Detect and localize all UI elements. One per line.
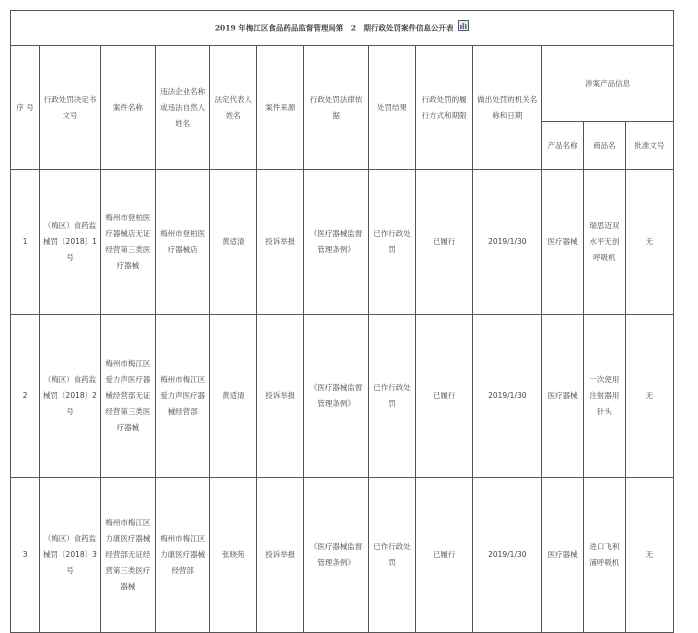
row-result: 已作行政处罚: [368, 478, 415, 633]
row-party: 梅州市梅江区爱力声医疗器械经营部: [156, 315, 210, 478]
row-approval-no: 无: [625, 315, 673, 478]
document-chart-icon: [458, 20, 469, 37]
header-authority-date: 做出处罚的机关名称和日期: [473, 46, 542, 170]
row-trade-name: 进口飞利浦呼吸机: [584, 478, 626, 633]
row-source: 投诉举报: [257, 315, 304, 478]
row-date: 2019/1/30: [473, 478, 542, 633]
page-title: 2019 年梅江区食品药品监督管理局第 2 期行政处罚案件信息公开表: [214, 23, 454, 32]
row-legal-rep: 黄适清: [210, 315, 257, 478]
header-product-group: 涉案产品信息: [542, 46, 674, 122]
header-basis: 行政处罚法律依据: [304, 46, 369, 170]
row-source: 投诉举报: [257, 478, 304, 633]
header-result: 处罚结果: [368, 46, 415, 170]
row-trade-name: 一次使用注射器用针头: [584, 315, 626, 478]
row-product-name: 医疗器械: [542, 170, 584, 315]
row-case-name: 梅州市梅江区爱力声医疗器械经营部无证经营第三类医疗器械: [100, 315, 155, 478]
row-basis: 《医疗器械监督管理条例》: [304, 478, 369, 633]
row-basis: 《医疗器械监督管理条例》: [304, 315, 369, 478]
row-date: 2019/1/30: [473, 315, 542, 478]
row-party: 梅州市梅江区力康医疗器械经营部: [156, 478, 210, 633]
row-approval-no: 无: [625, 170, 673, 315]
row-legal-rep: 张晓苑: [210, 478, 257, 633]
header-trade-name: 商品名: [584, 122, 626, 170]
table-row: [11, 170, 674, 315]
row-result: 已作行政处罚: [368, 170, 415, 315]
table-title-cell: [11, 11, 674, 46]
header-source: 案件来源: [257, 46, 304, 170]
header-doc-no: 行政处罚决定书文号: [40, 46, 101, 170]
row-product-name: 医疗器械: [542, 315, 584, 478]
row-seq: 2: [11, 315, 40, 478]
row-trade-name: 瑞思迈双水平无创呼吸机: [584, 170, 626, 315]
row-doc-no: （梅区）食药监 械罚〔2018〕2号: [40, 315, 101, 478]
row-case-name: 梅州市梅江区力康医疗器械经营部无证经营第三类医疗器械: [100, 478, 155, 633]
header-product-name: 产品名称: [542, 122, 584, 170]
penalty-disclosure-table: [10, 10, 674, 633]
disclosure-table-wrapper: [10, 10, 674, 633]
row-approval-no: 无: [625, 478, 673, 633]
row-basis: 《医疗器械监督管理条例》: [304, 170, 369, 315]
header-execution: 行政处罚的履行方式和期限: [415, 46, 472, 170]
row-execution: 已履行: [415, 315, 472, 478]
row-execution: 已履行: [415, 170, 472, 315]
row-party: 梅州市登柏医疗器械店: [156, 170, 210, 315]
row-result: 已作行政处罚: [368, 315, 415, 478]
row-execution: 已履行: [415, 478, 472, 633]
row-date: 2019/1/30: [473, 170, 542, 315]
row-doc-no: （梅区）食药监 械罚〔2018〕1号: [40, 170, 101, 315]
row-doc-no: （梅区）食药监 械罚〔2018〕3号: [40, 478, 101, 633]
header-case-name: 案件名称: [100, 46, 155, 170]
header-approval-no: 批准文号: [625, 122, 673, 170]
row-product-name: 医疗器械: [542, 478, 584, 633]
row-legal-rep: 黄适清: [210, 170, 257, 315]
table-row: [11, 315, 674, 478]
row-seq: 1: [11, 170, 40, 315]
header-seq: 序 号: [11, 46, 40, 170]
table-row: [11, 478, 674, 633]
row-source: 投诉举报: [257, 170, 304, 315]
header-legal-rep: 法定代表人姓名: [210, 46, 257, 170]
row-seq: 3: [11, 478, 40, 633]
header-party: 违法企业名称或违法自然人姓名: [156, 46, 210, 170]
row-case-name: 梅州市登柏医疗器械店无证经营第三类医疗器械: [100, 170, 155, 315]
